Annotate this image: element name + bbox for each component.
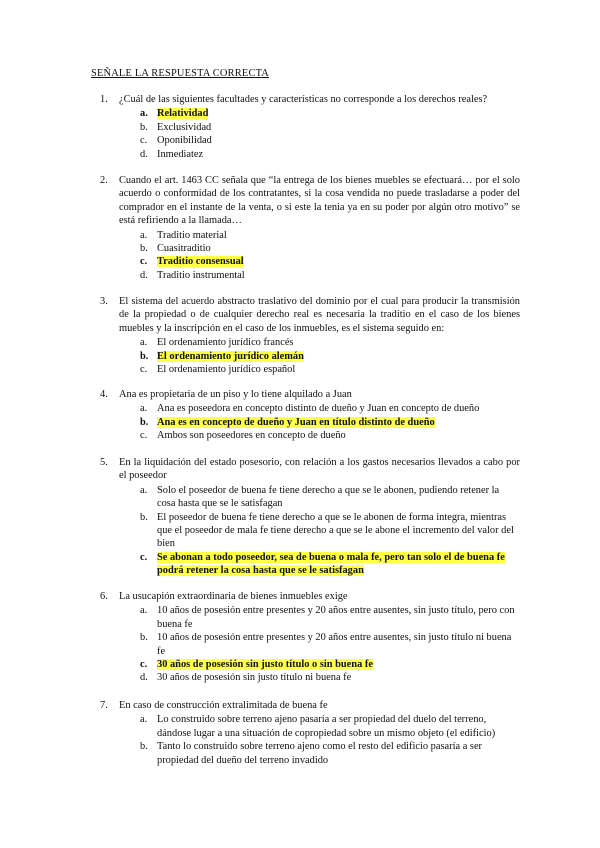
option-letter: a.	[140, 337, 148, 349]
page-title: SEÑALE LA RESPUESTA CORRECTA	[91, 68, 269, 79]
option-text: 30 años de posesión sin justo título o sin buena fe	[157, 659, 373, 671]
option-letter: b.	[140, 511, 148, 523]
option-text: Cuasitraditio	[157, 243, 211, 255]
question-number: 6.	[100, 591, 108, 602]
question-6	[100, 590, 520, 685]
option-a	[140, 402, 520, 415]
option-letter: c.	[140, 364, 148, 376]
option-letter: c.	[140, 551, 148, 563]
question-1	[100, 93, 520, 161]
option-letter: c.	[140, 135, 148, 147]
question-7	[100, 699, 520, 767]
question-2	[100, 174, 520, 282]
question-text: Ana es propietaria de un piso y lo tiene alquilado a Juan	[119, 389, 352, 400]
question-4	[100, 388, 520, 443]
option-text: Oponibilidad	[157, 135, 212, 147]
question-text: ¿Cuál de las siguientes facultades y características no corresponde a los derechos reales?	[119, 94, 488, 105]
option-letter: a.	[140, 714, 148, 726]
option-d	[140, 671, 520, 684]
question-5	[100, 456, 520, 578]
option-b	[140, 121, 520, 134]
option-c	[140, 429, 520, 442]
option-c	[140, 134, 520, 147]
option-a	[140, 484, 520, 511]
option-letter: c.	[140, 430, 148, 442]
option-letter: b.	[140, 121, 148, 133]
question-text: El sistema del acuerdo abstracto traslativo del dominio por el cual para producir la transmisión de la propiedad o de cualquier derecho real es necesaria la traditio en el caso de los bienes muebles y la inscripción en el caso de los inmuebles, es el sistema seguido en:	[119, 296, 520, 334]
option-text: Ana es poseedora en concepto distinto de dueño y Juan en concepto de dueño	[157, 403, 480, 415]
option-c-correct	[140, 658, 520, 671]
option-letter: b.	[140, 243, 148, 255]
option-letter: d.	[140, 269, 148, 281]
option-letter: b.	[140, 741, 148, 753]
option-text: Ana es en concepto de dueño y Juan en título distinto de dueño	[157, 416, 435, 428]
option-letter: b.	[140, 416, 149, 428]
option-text: Ambos son poseedores en concepto de dueño	[157, 430, 346, 442]
option-text: Solo el poseedor de buena fe tiene derecho a que se le abonen, pudiendo retener la cosa hasta que se le satisfagan	[157, 484, 500, 510]
option-text: Relatividad	[157, 108, 209, 120]
option-d	[140, 269, 520, 282]
option-text: 10 años de posesión entre presentes y 20 años entre ausentes, sin justo título, pero con buena fe	[157, 605, 515, 630]
option-a-correct	[140, 107, 520, 120]
option-letter: c.	[140, 659, 148, 671]
question-3	[100, 295, 520, 376]
option-letter: b.	[140, 350, 149, 362]
option-text: Traditio instrumental	[157, 269, 245, 281]
question-number: 3.	[100, 296, 108, 307]
option-letter: a.	[140, 484, 148, 496]
option-letter: a.	[140, 605, 148, 617]
option-b-correct	[140, 416, 520, 429]
option-text: 30 años de posesión sin justo título ni buena fe	[157, 672, 352, 684]
option-letter: c.	[140, 256, 148, 268]
option-text: Lo construido sobre terreno ajeno pasaría a ser propiedad del duelo del terreno, dándose lugar a una situación de copropiedad sobre un mismo objeto (el edificio)	[157, 714, 496, 739]
option-text: Exclusividad	[157, 121, 212, 133]
option-text: Se abonan a todo poseedor, sea de buena o mala fe, pero tan solo el de buena fe podrá retener la cosa hasta que se le satisfagan	[157, 551, 505, 577]
option-text: El ordenamiento jurídico español	[157, 364, 296, 376]
option-text: Inmediatez	[157, 148, 204, 160]
option-letter: d.	[140, 148, 148, 160]
option-c-correct	[140, 255, 520, 268]
option-b	[140, 631, 520, 658]
question-text: La usucapión extraordinaria de bienes inmuebles exige	[119, 591, 348, 602]
question-text: Cuando el art. 1463 CC señala que “la entrega de los bienes muebles se efectuará… por el solo acuerdo o conformidad de los contratantes, si la cosa vendida no puede trasladarse a poder del comprador en el instante de la venta, o si este la tenia ya en su poder por algún otro motivo” se está refiriendo a la llamada…	[119, 175, 520, 227]
option-letter: a.	[140, 229, 148, 241]
option-text: Traditio material	[157, 229, 227, 241]
option-text: El poseedor de buena fe tiene derecho a que se le abonen de forma íntegra, mientras que el poseedor de mala fe tiene derecho a que se le abone el incremento del valor del bien	[157, 511, 514, 550]
option-d	[140, 148, 520, 161]
question-number: 5.	[100, 457, 108, 468]
option-text: Tanto lo construido sobre terreno ajeno como el resto del edificio pasaría a ser propiedad del dueño del terreno invadido	[157, 741, 483, 766]
option-text: El ordenamiento jurídico alemán	[157, 350, 304, 362]
option-b	[140, 740, 520, 767]
option-letter: a.	[140, 403, 148, 415]
question-number: 2.	[100, 175, 108, 186]
option-b-correct	[140, 350, 520, 363]
option-letter: b.	[140, 632, 148, 644]
option-a	[140, 604, 520, 631]
option-letter: d.	[140, 672, 148, 684]
option-c-correct	[140, 551, 520, 578]
question-number: 4.	[100, 389, 108, 400]
option-b	[140, 511, 520, 551]
option-a	[140, 336, 520, 349]
option-a	[140, 229, 520, 242]
question-number: 7.	[100, 700, 108, 711]
option-text: Traditio consensual	[157, 256, 244, 268]
question-text: En la liquidación del estado posesorio, con relación a los gastos necesarios llevados a cabo por el poseedor	[119, 457, 520, 482]
option-text: 10 años de posesión entre presentes y 20 años entre ausentes, sin justo título ni buena fe	[157, 632, 512, 657]
option-b	[140, 242, 520, 255]
option-c	[140, 363, 520, 376]
option-letter: a.	[140, 108, 148, 120]
option-text: El ordenamiento jurídico francés	[157, 337, 294, 349]
option-a	[140, 713, 520, 740]
question-number: 1.	[100, 94, 108, 105]
question-text: En caso de construcción extralimitada de buena fe	[119, 700, 328, 711]
